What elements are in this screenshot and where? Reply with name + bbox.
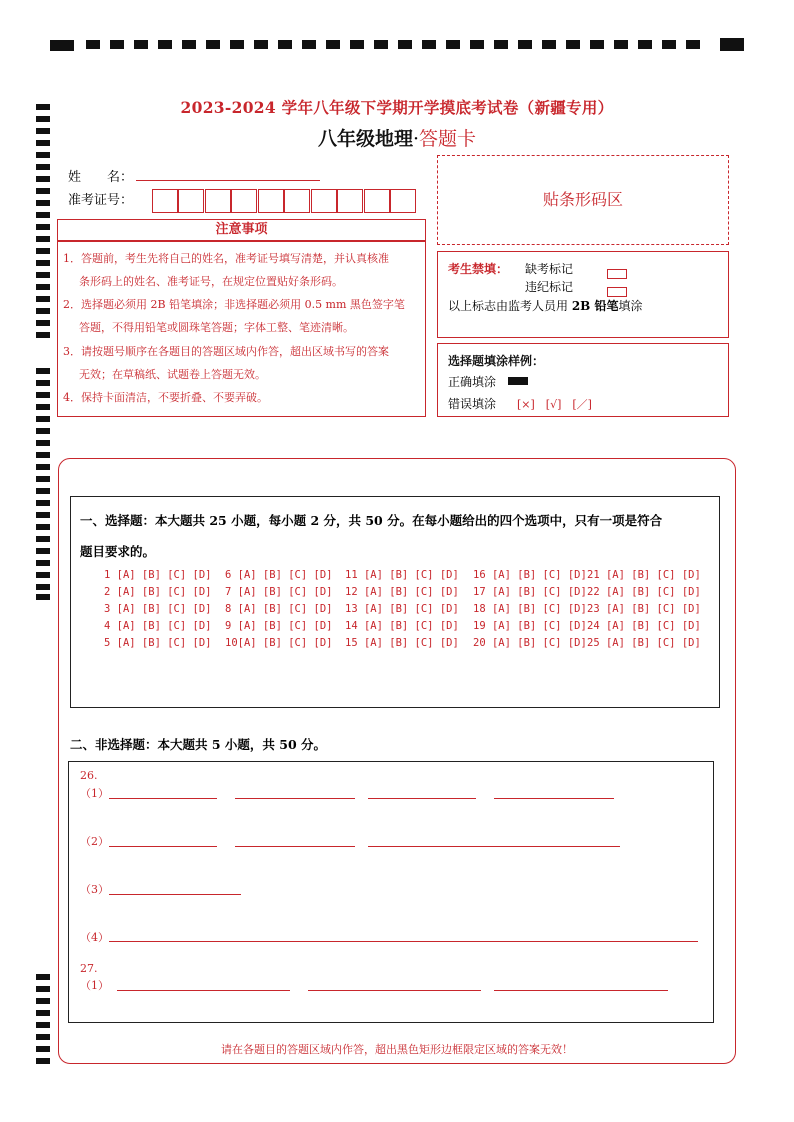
choice-question-row[interactable]: 18 [A] [B] [C] [D] bbox=[473, 603, 587, 615]
answer-line[interactable] bbox=[109, 798, 217, 799]
id-digit-box[interactable] bbox=[152, 189, 178, 213]
subject-name: 八年级地理 bbox=[317, 128, 413, 150]
question-26-number: 26. bbox=[80, 769, 98, 782]
choice-question-row[interactable]: 13 [A] [B] [C] [D] bbox=[345, 603, 459, 615]
choice-question-row[interactable]: 22 [A] [B] [C] [D] bbox=[587, 586, 701, 598]
exam-id-label: 准考证号： bbox=[68, 193, 134, 208]
choice-section-title-cont: 题目要求的。 bbox=[80, 544, 156, 559]
violation-mark-label: 违纪标记 bbox=[525, 280, 574, 294]
notice-line: 3．请按题号顺序在各题目的答题区域内作答，超出区域书写的答案 bbox=[63, 345, 389, 358]
choice-question-row[interactable]: 8 [A] [B] [C] [D] bbox=[225, 603, 333, 615]
correct-fill-label: 正确填涂 bbox=[448, 375, 497, 389]
wrong-fill-marks: [×] [√] [／] bbox=[517, 398, 592, 411]
q26-part1-label: （1） bbox=[80, 787, 109, 800]
choice-question-row[interactable]: 25 [A] [B] [C] [D] bbox=[587, 637, 701, 649]
answer-line[interactable] bbox=[308, 990, 481, 991]
barcode-area bbox=[437, 155, 729, 245]
choice-question-row[interactable]: 15 [A] [B] [C] [D] bbox=[345, 637, 459, 649]
answer-line[interactable] bbox=[494, 990, 668, 991]
q26-part4-label: （4） bbox=[80, 931, 109, 944]
choice-question-row[interactable]: 10[A] [B] [C] [D] bbox=[225, 637, 333, 649]
choice-question-row[interactable]: 21 [A] [B] [C] [D] bbox=[587, 569, 701, 581]
choice-question-row[interactable]: 11 [A] [B] [C] [D] bbox=[345, 569, 459, 581]
answer-line[interactable] bbox=[117, 990, 290, 991]
answer-line[interactable] bbox=[368, 798, 476, 799]
nonchoice-answer-box bbox=[68, 761, 714, 1023]
id-digit-box[interactable] bbox=[258, 189, 284, 213]
correct-fill-mark bbox=[508, 377, 528, 385]
id-digit-box[interactable] bbox=[390, 189, 416, 213]
id-digit-box[interactable] bbox=[231, 189, 257, 213]
answer-line[interactable] bbox=[494, 798, 614, 799]
id-digit-box[interactable] bbox=[364, 189, 390, 213]
absent-mark-box[interactable] bbox=[607, 263, 627, 282]
absent-mark-label: 缺考标记 bbox=[525, 262, 574, 276]
question-27-number: 27. bbox=[80, 962, 98, 975]
answer-line[interactable] bbox=[109, 941, 698, 942]
wrong-fill-label: 错误填涂 bbox=[448, 397, 497, 411]
notice-line: 4．保持卡面清洁，不要折叠、不要弄破。 bbox=[63, 391, 268, 404]
choice-question-row[interactable]: 7 [A] [B] [C] [D] bbox=[225, 586, 333, 598]
id-digit-box[interactable] bbox=[205, 189, 231, 213]
id-digit-box[interactable] bbox=[337, 189, 363, 213]
nonchoice-section-title: 二、非选择题：本大题共 5 小题，共 50 分。 bbox=[70, 737, 327, 752]
fill-sample-title: 选择题填涂样例： bbox=[448, 354, 545, 368]
choice-question-row[interactable]: 2 [A] [B] [C] [D] bbox=[104, 586, 212, 598]
notice-line: 答题，不得用铅笔或圆珠笔答题；字体工整、笔迹清晰。 bbox=[79, 321, 354, 334]
choice-question-row[interactable]: 1 [A] [B] [C] [D] bbox=[104, 569, 212, 581]
proctor-note-pencil: 2B 铅笔 bbox=[571, 299, 619, 313]
subtitle-separator: · bbox=[412, 128, 420, 150]
name-label: 姓 名： bbox=[68, 170, 134, 185]
q27-part1-label: （1） bbox=[80, 979, 109, 992]
choice-question-row[interactable]: 12 [A] [B] [C] [D] bbox=[345, 586, 459, 598]
id-digit-box[interactable] bbox=[284, 189, 310, 213]
card-subtitle bbox=[0, 124, 794, 151]
choice-question-row[interactable]: 9 [A] [B] [C] [D] bbox=[225, 620, 333, 632]
choice-question-row[interactable]: 6 [A] [B] [C] [D] bbox=[225, 569, 333, 581]
choice-question-row[interactable]: 14 [A] [B] [C] [D] bbox=[345, 620, 459, 632]
choice-question-row[interactable]: 3 [A] [B] [C] [D] bbox=[104, 603, 212, 615]
choice-question-row[interactable]: 19 [A] [B] [C] [D] bbox=[473, 620, 587, 632]
notice-line: 条形码上的姓名、准考证号，在规定位置贴好条形码。 bbox=[79, 275, 343, 288]
notice-line: 1．答题前，考生先将自己的姓名，准考证号填写清楚，并认真核准 bbox=[63, 252, 389, 265]
q26-part2-label: （2） bbox=[80, 835, 109, 848]
barcode-label: 贴条形码区 bbox=[542, 190, 623, 209]
id-digit-box[interactable] bbox=[178, 189, 204, 213]
name-field[interactable] bbox=[136, 180, 320, 181]
q26-part3-label: （3） bbox=[80, 883, 109, 896]
notice-line: 无效；在草稿纸、试题卷上答题无效。 bbox=[79, 368, 266, 381]
footer-warning: 请在各题目的答题区域内作答，超出黑色矩形边框限定区域的答案无效！ bbox=[221, 1043, 573, 1056]
notice-line: 2．选择题必须用 2B 铅笔填涂；非选择题必须用 0.5 mm 黑色签字笔 bbox=[63, 298, 405, 311]
choice-question-row[interactable]: 23 [A] [B] [C] [D] bbox=[587, 603, 701, 615]
answer-card-label: 答题卡 bbox=[419, 128, 477, 150]
proctor-note-prefix: 以上标志由监考人员用 bbox=[448, 299, 572, 313]
answer-line[interactable] bbox=[235, 798, 355, 799]
choice-question-row[interactable]: 16 [A] [B] [C] [D] bbox=[473, 569, 587, 581]
choice-question-row[interactable]: 20 [A] [B] [C] [D] bbox=[473, 637, 587, 649]
choice-section-title: 一、选择题：本大题共 25 小题，每小题 2 分，共 50 分。在每小题给出的四个选项中，只有一项是符合 bbox=[80, 513, 663, 528]
answer-line[interactable] bbox=[235, 846, 355, 847]
exam-title: 2023-2024 学年八年级下学期开学摸底考试卷（新疆专用） bbox=[180, 98, 614, 117]
choice-question-row[interactable]: 24 [A] [B] [C] [D] bbox=[587, 620, 701, 632]
proctor-only-label: 考生禁填： bbox=[448, 262, 509, 276]
answer-line[interactable] bbox=[109, 846, 217, 847]
proctor-note-suffix: 填涂 bbox=[618, 299, 643, 313]
choice-question-row[interactable]: 4 [A] [B] [C] [D] bbox=[104, 620, 212, 632]
choice-question-row[interactable]: 5 [A] [B] [C] [D] bbox=[104, 637, 212, 649]
id-digit-box[interactable] bbox=[311, 189, 337, 213]
answer-line[interactable] bbox=[109, 894, 241, 895]
notice-heading: 注意事项 bbox=[57, 219, 426, 241]
answer-line[interactable] bbox=[368, 846, 620, 847]
choice-question-row[interactable]: 17 [A] [B] [C] [D] bbox=[473, 586, 587, 598]
proctor-note bbox=[448, 297, 643, 314]
